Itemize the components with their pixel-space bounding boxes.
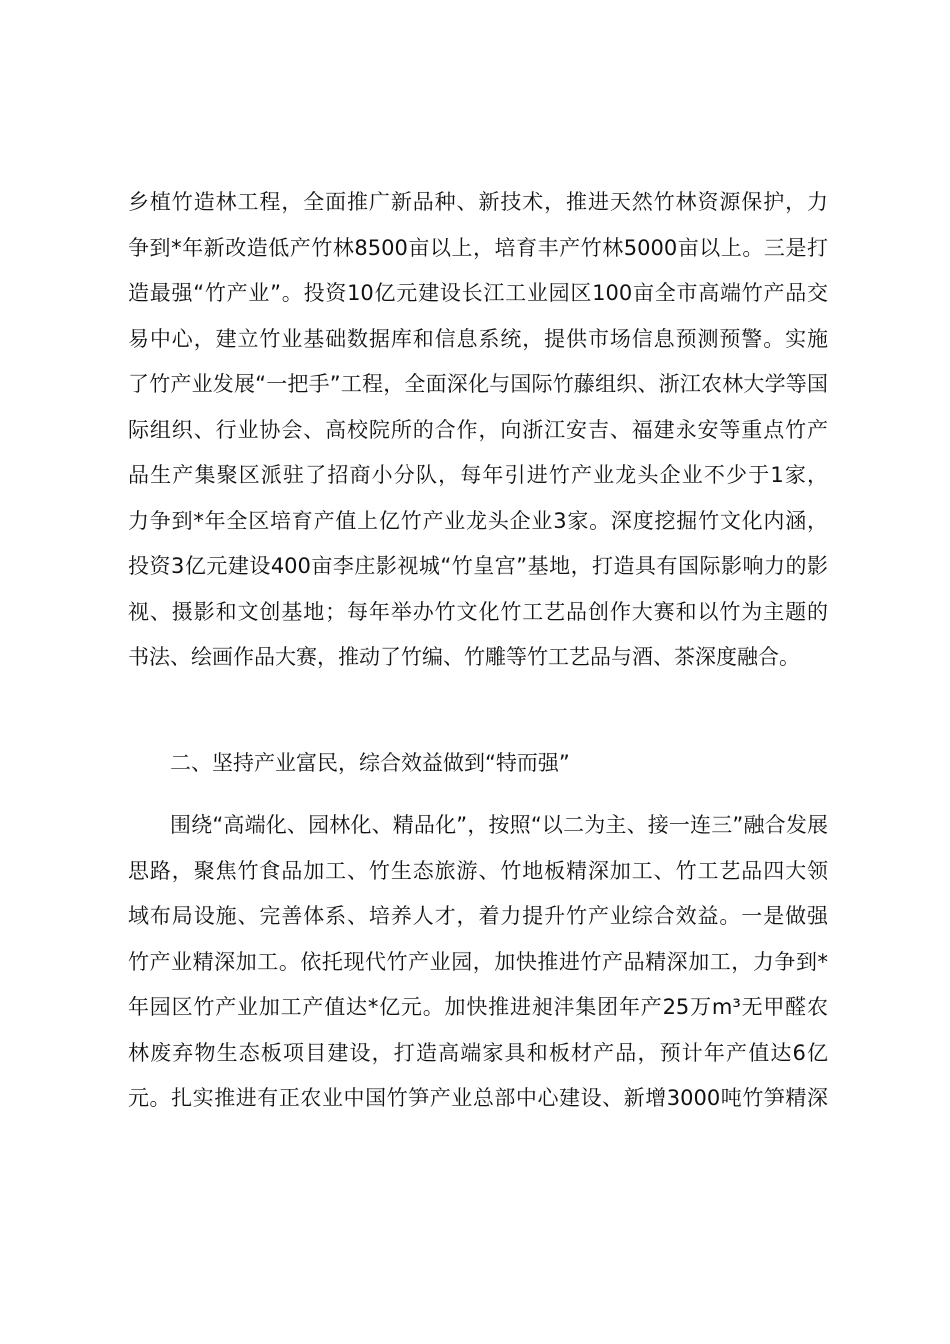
paragraph-1-line: 际组织、行业协会、高校院所的合作，向浙江安吉、福建永安等重点竹产 bbox=[128, 417, 828, 442]
paragraph-1-line: 投资3亿元建设400亩李庄影视城“竹皇宫”基地，打造具有国际影响力的影 bbox=[128, 554, 828, 578]
paragraph-2-line: 林废弃物生态板项目建设，打造高端家具和板材产品，预计年产值达6亿 bbox=[128, 1040, 828, 1065]
paragraph-1-line: 了竹产业发展“一把手”工程，全面深化与国际竹藤组织、浙江农林大学等国 bbox=[128, 372, 828, 396]
paragraph-2-line: 年园区竹产业加工产值达*亿元。加快推进昶沣集团年产25万m³无甲醛农 bbox=[128, 995, 828, 1019]
paragraph-1-line: 视、摄影和文创基地；每年举办竹文化竹工艺品创作大赛和以竹为主题的 bbox=[128, 599, 828, 624]
paragraph-2-line: 围绕“高端化、园林化、精品化”，按照“以二为主、接一连三”融合发展 bbox=[170, 813, 828, 837]
paragraph-1-line: 争到*年新改造低产竹林8500亩以上，培育丰产竹林5000亩以上。三是打 bbox=[128, 235, 828, 260]
paragraph-2 bbox=[128, 803, 828, 1122]
paragraph-1 bbox=[128, 180, 828, 681]
paragraph-1-line: 造最强“竹产业”。投资10亿元建设长江工业园区100亩全市高端竹产品交 bbox=[128, 281, 828, 305]
paragraph-2-line: 思路，聚焦竹食品加工、竹生态旅游、竹地板精深加工、竹工艺品四大领 bbox=[128, 858, 828, 883]
paragraph-1-line: 力争到*年全区培育产值上亿竹产业龙头企业3家。深度挖掘竹文化内涵， bbox=[128, 508, 828, 533]
paragraph-1-line: 书法、绘画作品大赛，推动了竹编、竹雕等竹工艺品与酒、茶深度融合。 bbox=[128, 645, 800, 669]
paragraph-1-line: 乡植竹造林工程，全面推广新品种、新技术，推进天然竹林资源保护，力 bbox=[128, 190, 828, 214]
paragraph-2-line: 元。扎实推进有正农业中国竹笋产业总部中心建设、新增3000吨竹笋精深 bbox=[128, 1086, 828, 1110]
paragraph-1-line: 品生产集聚区派驻了招商小分队，每年引进竹产业龙头企业不少于1家， bbox=[128, 463, 828, 487]
paragraph-2-line: 竹产业精深加工。依托现代竹产业园，加快推进竹产品精深加工，力争到* bbox=[128, 949, 828, 974]
section-heading: 二、坚持产业富民，综合效益做到“特而强” bbox=[170, 751, 570, 775]
paragraph-1-line: 易中心，建立竹业基础数据库和信息系统，提供市场信息预测预警。实施 bbox=[128, 326, 828, 351]
paragraph-2-line: 域布局设施、完善体系、培养人才，着力提升竹产业综合效益。一是做强 bbox=[128, 904, 828, 928]
